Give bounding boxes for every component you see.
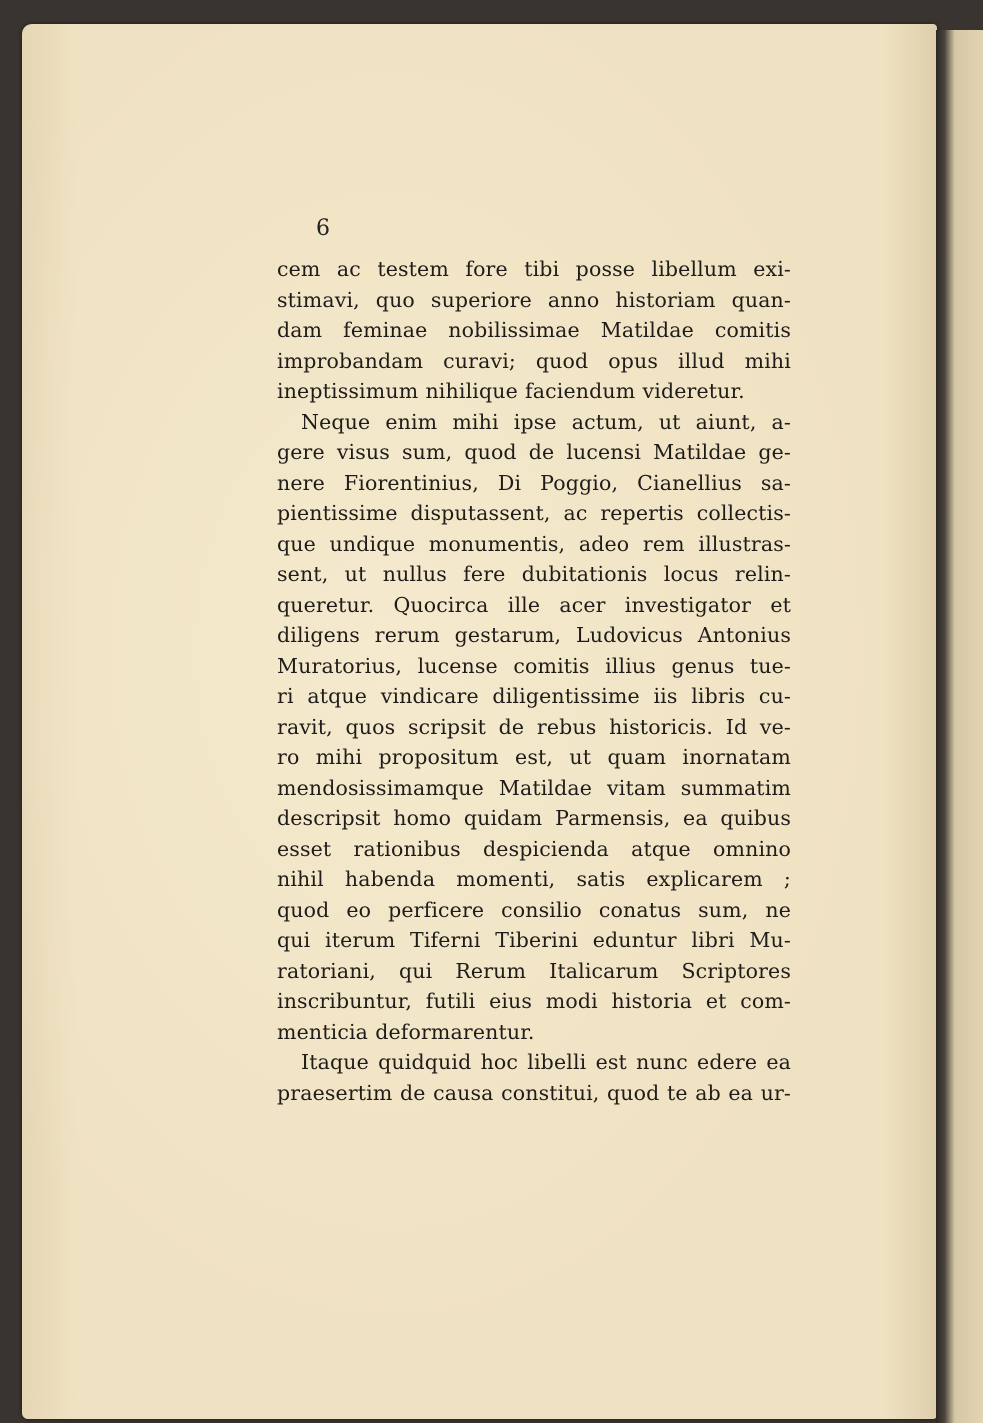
text-line: sent, ut nullus fere dubitationis locus relin- <box>277 562 791 586</box>
text-line: dam feminae nobilissimae Matildae comitis <box>277 318 791 342</box>
text-line: ratoriani, qui Rerum Italicarum Scriptores <box>277 958 791 983</box>
text-line: esset rationibus despicienda atque omnino <box>277 836 791 861</box>
adjacent-page-edge <box>936 30 983 1423</box>
text-line: inscribuntur, futili eius modi historia et com- <box>277 989 791 1013</box>
text-line: qui iterum Tiferni Tiberini eduntur libri Mu- <box>277 928 791 952</box>
text-line: Neque enim mihi ipse actum, ut aiunt, a- <box>301 409 791 434</box>
text-line: cem ac testem fore tibi posse libellum exi- <box>277 257 791 281</box>
text-line: menticia deformarentur. <box>277 1019 535 1044</box>
body-text <box>277 254 791 1108</box>
text-line: quod eo perficere consilio conatus sum, ne <box>277 897 791 922</box>
text-line: ravit, quos scripsit de rebus historicis. Id ve- <box>277 714 791 739</box>
text-line: ri atque vindicare diligentissime iis libris cu- <box>277 684 791 708</box>
text-line: diligens rerum gestarum, Ludovicus Antonius <box>277 623 791 647</box>
text-line: Muratorius, lucense comitis illius genus tue- <box>277 653 791 678</box>
text-line: nere Fiorentinius, Di Poggio, Cianellius sa- <box>277 470 791 495</box>
text-line: que undique monumentis, adeo rem illustras- <box>277 531 791 556</box>
text-line: stimavi, quo superiore anno historiam quan- <box>277 287 791 312</box>
text-line: Itaque quidquid hoc libelli est nunc edere ea <box>301 1050 791 1074</box>
text-line: descripsit homo quidam Parmensis, ea quibus <box>277 806 791 830</box>
text-line: ro mihi propositum est, ut quam inornatam <box>277 745 791 769</box>
text-line: nihil habenda momenti, satis explicarem ; <box>277 867 791 891</box>
text-line: mendosissimamque Matildae vitam summatim <box>277 775 791 800</box>
text-line: praesertim de causa constitui, quod te ab ea ur- <box>277 1080 791 1105</box>
text-line: improbandam curavi; quod opus illud mihi <box>277 348 791 373</box>
page-number: 6 <box>316 216 330 241</box>
text-line: gere visus sum, quod de lucensi Matildae ge- <box>277 440 791 464</box>
text-line: queretur. Quocirca ille acer investigator et <box>277 592 791 617</box>
text-line: pientissime disputassent, ac repertis collectis- <box>277 501 791 525</box>
text-line: ineptissimum nihilique faciendum videretur. <box>277 379 745 403</box>
